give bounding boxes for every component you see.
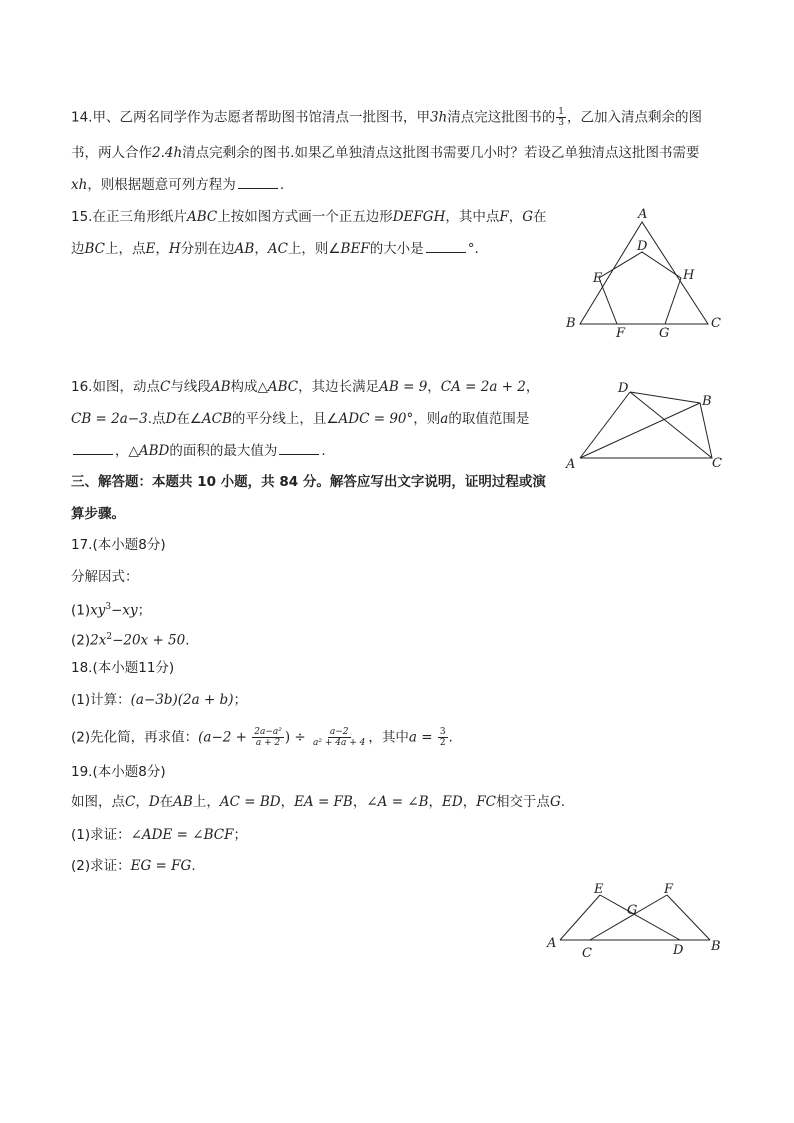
segment-dc <box>630 392 712 458</box>
text: 的取值范围是 <box>448 411 530 427</box>
math: G <box>522 209 534 225</box>
text: ，则 <box>413 411 441 427</box>
text: ； <box>137 602 152 619</box>
q16-line3 <box>71 441 326 461</box>
text: °. <box>467 241 479 257</box>
text: . <box>185 632 190 649</box>
text: 在∠ <box>176 411 202 427</box>
math: a <box>440 411 449 427</box>
q17-part2 <box>71 627 190 651</box>
text: ，其边长满足 <box>298 379 380 395</box>
label-e: E <box>594 882 604 897</box>
denominator: a + 2 <box>255 738 281 748</box>
fraction <box>252 727 284 748</box>
math: ABC <box>267 379 299 395</box>
math: (a−2 + <box>198 729 247 746</box>
q19-part2 <box>71 856 196 876</box>
math: CA = 2a + 2 <box>440 379 526 395</box>
label-f: F <box>616 326 626 341</box>
answer-blank <box>426 240 466 253</box>
q18-part1 <box>71 690 247 710</box>
text: ，则根据题意可列方程为 <box>87 177 236 193</box>
text: ， <box>254 241 268 257</box>
math: ACB <box>201 411 232 427</box>
text: 14.甲、乙两名同学作为志愿者帮助图书馆清点一批图书，甲 <box>71 109 430 126</box>
answer-blank <box>73 442 113 455</box>
q18-part2 <box>71 727 453 748</box>
math: −xy <box>111 602 138 619</box>
text: 与线段 <box>170 379 211 395</box>
text: (2) <box>71 632 91 649</box>
q17-intro: 分解因式： <box>71 569 139 585</box>
text: ， <box>155 241 169 257</box>
numerator: 3 <box>439 727 446 737</box>
exponent: 3 <box>105 602 112 612</box>
text: ， <box>280 794 295 810</box>
text: . <box>279 177 285 193</box>
text: 上，则∠ <box>287 241 341 257</box>
text: ， <box>428 794 443 810</box>
label-g: G <box>659 326 670 341</box>
math: −20x + 50 <box>112 632 186 649</box>
math: AB <box>173 794 193 810</box>
q19-part1 <box>71 825 247 845</box>
text: ，乙加入清点剩余的图 <box>567 109 702 126</box>
segment-bf <box>667 895 710 940</box>
label-d: D <box>618 381 629 396</box>
denominator: 2 <box>439 738 446 748</box>
math: C <box>125 794 136 810</box>
label-g: G <box>627 903 638 918</box>
text: . <box>321 443 326 459</box>
math: DEFGH <box>392 209 446 225</box>
triangle-abc <box>580 403 712 458</box>
math: a = <box>408 729 433 746</box>
exponent: 2 <box>106 632 113 642</box>
fraction <box>311 727 367 748</box>
math: ∠A = ∠B <box>366 794 429 810</box>
text: (1)求证： <box>71 827 131 843</box>
answer-blank <box>238 176 278 189</box>
math: 3h <box>429 109 448 126</box>
math: C <box>159 379 171 395</box>
label-c: C <box>712 456 722 471</box>
text: 如图，点 <box>71 794 125 810</box>
math: xh <box>71 177 88 193</box>
text: . <box>560 794 566 810</box>
text: . <box>448 729 453 746</box>
text: (2)先化简，再求值： <box>71 729 199 746</box>
text: 的平分线上，且∠ <box>231 411 339 427</box>
numerator: a−2 <box>329 727 349 737</box>
text: 上按如图方式画一个正五边形 <box>217 209 393 225</box>
label-a: A <box>547 936 557 951</box>
q14-line3 <box>71 175 284 195</box>
label-f: F <box>664 882 674 897</box>
text: ， <box>462 794 477 810</box>
section3-line2: 算步骤。 <box>71 506 125 522</box>
figure-19-crossed-triangles <box>540 875 730 965</box>
math: EG = FG <box>130 858 192 874</box>
math: CB = 2a−3 <box>71 411 148 427</box>
section3-line1: 三、解答题：本题共 10 小题，共 84 分。解答应写出文字说明，证明过程或演 <box>71 474 546 490</box>
text: 分别在边 <box>180 241 235 257</box>
math: H <box>168 241 181 257</box>
segment-ae <box>560 895 600 940</box>
label-c: C <box>711 316 721 331</box>
q18-title: 18.(本小题11分) <box>71 660 175 676</box>
text: (1) <box>71 602 91 619</box>
math: AB <box>234 241 255 257</box>
math: ∠ADE = ∠BCF <box>130 827 234 843</box>
math: AB = 9 <box>379 379 428 395</box>
q15-line1 <box>71 207 547 227</box>
text: ； <box>233 827 247 843</box>
text: ， <box>352 794 367 810</box>
q15-line2 <box>71 239 479 259</box>
text: ， <box>525 379 540 395</box>
math: G <box>549 794 561 810</box>
math: ABD <box>138 443 170 459</box>
text: 相交于点 <box>495 794 550 810</box>
text: 书，两人合作 <box>71 145 152 161</box>
math: E <box>145 241 156 257</box>
label-a: A <box>566 457 576 472</box>
q16-line1 <box>71 377 539 397</box>
text: 构成△ <box>230 379 268 395</box>
q17-part1 <box>71 597 151 621</box>
denominator: 3 <box>558 118 564 128</box>
text: 上，点 <box>105 241 146 257</box>
figure-16-triangle <box>562 378 732 478</box>
math: ABC <box>186 209 218 225</box>
text: ，其中点 <box>445 209 500 225</box>
math: 2x <box>90 632 107 649</box>
text: ，其中 <box>368 729 409 746</box>
text: (2)求证： <box>71 858 131 874</box>
answer-blank <box>279 442 319 455</box>
label-b: B <box>702 394 712 409</box>
figure-15-pentagon-in-triangle <box>560 200 730 350</box>
denominator: a² + 4a + 4 <box>313 738 366 748</box>
text: 在 <box>533 209 547 225</box>
label-d: D <box>673 943 684 958</box>
label-d: D <box>637 239 648 254</box>
label-b: B <box>566 316 576 331</box>
q19-title: 19.(本小题8分) <box>71 764 166 780</box>
text: ， <box>427 379 441 395</box>
math: ED <box>442 794 463 810</box>
text: ， <box>508 209 523 225</box>
math: EA = FB <box>294 794 353 810</box>
math: D <box>165 411 177 427</box>
text: .点 <box>147 411 166 427</box>
numerator: 2a−a² <box>254 727 282 737</box>
q14-line1 <box>71 107 702 128</box>
label-h: H <box>683 268 695 283</box>
text: (1)计算： <box>71 692 131 708</box>
text: ， <box>135 794 149 810</box>
text: 在 <box>159 794 174 810</box>
q16-line2 <box>71 409 529 429</box>
math: BC <box>84 241 106 257</box>
segment-ed <box>600 895 680 940</box>
numerator: 1 <box>558 107 564 117</box>
text: 清点完这批图书的 <box>447 109 556 126</box>
text: ，△ <box>115 443 139 459</box>
text: ； <box>233 692 247 708</box>
text: 的大小是 <box>369 241 424 257</box>
text: 16.如图，动点 <box>71 379 160 395</box>
label-a: A <box>638 207 648 222</box>
math: AC = BD <box>219 794 281 810</box>
q17-title: 17.(本小题8分) <box>71 537 166 553</box>
math: ADC = 90° <box>338 411 414 427</box>
text: . <box>191 858 196 874</box>
math: AC <box>267 241 288 257</box>
math: (a−3b)(2a + b) <box>130 692 234 708</box>
math: D <box>148 794 160 810</box>
text: 清点完剩余的图书.如果乙单独清点这批图书需要几小时？若设乙单独清点这批图书需要 <box>182 145 700 161</box>
text: 边 <box>71 241 85 257</box>
segment-ad <box>580 392 630 458</box>
q14-line2 <box>71 143 699 163</box>
math: ) ÷ <box>284 729 306 746</box>
label-c: C <box>582 946 592 961</box>
q19-line1 <box>71 792 565 812</box>
math: AB <box>210 379 231 395</box>
math: F <box>499 209 509 225</box>
segment-db <box>630 392 700 403</box>
text: 15.在正三角形纸片 <box>71 209 187 225</box>
label-b: B <box>711 939 721 954</box>
math: 2.4h <box>152 145 183 161</box>
math: FC <box>476 794 496 810</box>
text: 的面积的最大值为 <box>169 443 278 459</box>
fraction <box>556 107 566 128</box>
label-e: E <box>593 271 603 286</box>
math: BEF <box>340 241 370 257</box>
math: xy <box>90 602 106 619</box>
text: 上， <box>192 794 220 810</box>
fraction <box>438 727 448 748</box>
